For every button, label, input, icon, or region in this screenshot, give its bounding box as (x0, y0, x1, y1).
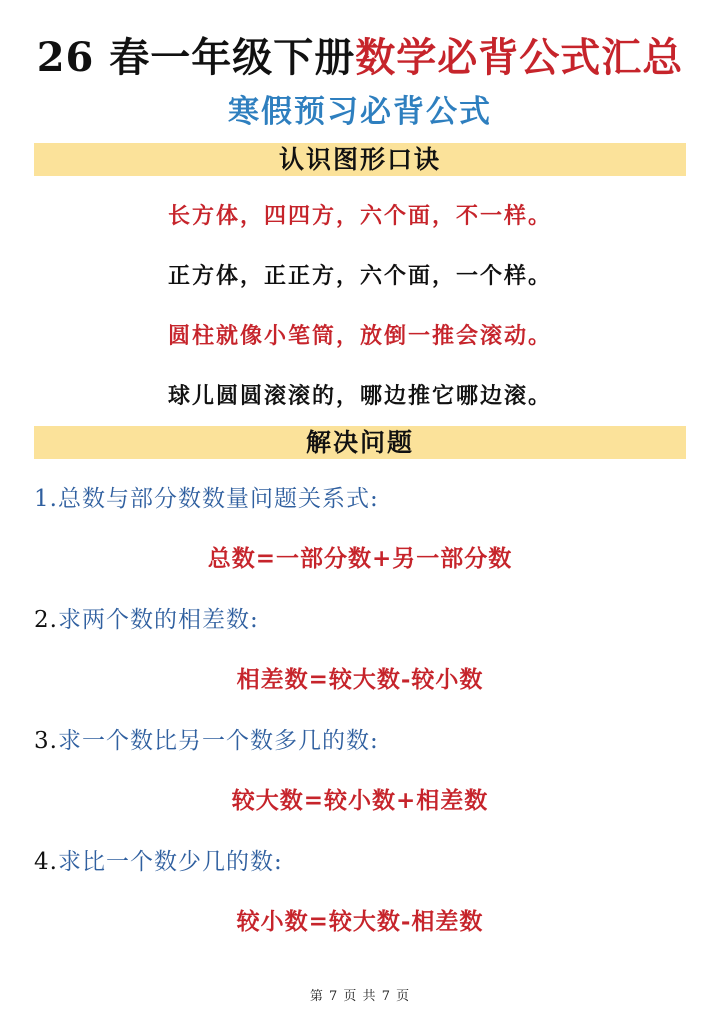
section-heading-shapes: 认识图形口诀 (34, 143, 686, 176)
problem-question-text: 求一个数比另一个数多几的数: (57, 728, 379, 754)
page-subtitle: 寒假预习必背公式 (228, 94, 492, 130)
problem-question (34, 482, 379, 516)
problem-question-text: 总数与部分数数量问题关系式: (57, 486, 379, 512)
problem-question-text: 求两个数的相差数: (57, 607, 259, 633)
problem-number: 1. (34, 486, 58, 512)
rhyme-line: 圆柱就像小笔筒，放倒一推会滚动。 (167, 323, 552, 349)
page-title (0, 30, 720, 86)
problem-question-text: 求比一个数少几的数: (57, 849, 283, 875)
problem-formula: 相差数=较大数-较小数 (236, 666, 484, 693)
problem-formula: 较大数=较小数+相差数 (231, 787, 489, 814)
page-title-topic: 数学必背公式汇总 (355, 34, 684, 81)
problem-formula: 总数=一部分数+另一部分数 (207, 545, 513, 572)
page-number-footer: 第 7 页 共 7 页 (309, 989, 411, 1004)
rhyme-line: 球儿圆圆滚滚的，哪边推它哪边滚。 (167, 383, 552, 409)
problem-question (34, 845, 283, 879)
page-title-grade: 26 春一年级下册 (36, 34, 356, 81)
rhyme-line: 正方体，正正方，六个面，一个样。 (167, 263, 552, 289)
section-heading-problems: 解决问题 (34, 426, 686, 459)
problem-formula: 较小数=较大数-相差数 (236, 908, 484, 935)
problem-number: 4. (34, 849, 58, 875)
rhyme-line: 长方体，四四方，六个面，不一样。 (167, 203, 552, 229)
problem-question (34, 603, 259, 637)
problem-question (34, 724, 379, 758)
problem-number: 2. (34, 607, 58, 633)
problem-number: 3. (34, 728, 58, 754)
